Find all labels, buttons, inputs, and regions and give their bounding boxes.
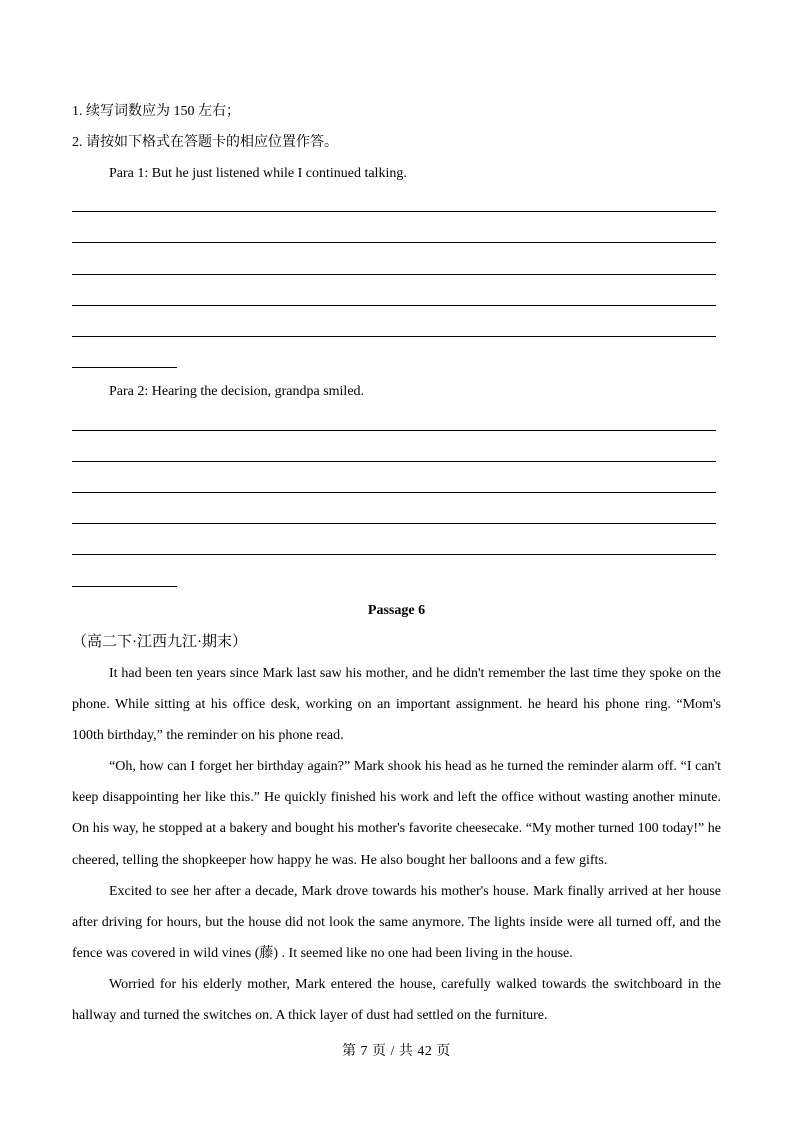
answer-line [72, 461, 716, 462]
para1-prompt: Para 1: But he just listened while I continued talking. [109, 166, 407, 181]
passage-title: Passage 6 [367, 603, 426, 618]
instruction-item-1: 1. 续写词数应为 150 左右； [72, 104, 240, 119]
answer-line-short [72, 367, 177, 368]
answer-line [72, 274, 716, 275]
passage-paragraph-4: Worried for his elderly mother, Mark entered the house, carefully walked towards the switchboard in the hallway and turned the switches on. A thick layer of dust had settled on the furniture. [72, 977, 721, 1024]
answer-line [72, 305, 716, 306]
answer-line [72, 554, 716, 555]
passage-paragraph-1: It had been ten years since Mark last saw his mother, and he didn't remember the last time they spoke on the phone. While sitting at his office desk, working on an important assignment. he heard his phone ring. “Mom's 100th birthday,” the reminder on his phone read. [72, 666, 721, 744]
answer-line [72, 242, 716, 243]
passage-paragraph-2: “Oh, how can I forget her birthday again?” Mark shook his head as he turned the reminder alarm off. “I can't keep disappointing her like this.” He quickly finished his work and left the office without wasting another minute. On his way, he stopped at a bakery and bought his mother's favorite cheesecake. “My mother turned 100 today!” he cheered, telling the shopkeeper how happy he was. He also bought her balloons and a few gifts. [72, 759, 721, 868]
page-footer: 第 7 页 / 共 42 页 [342, 1044, 451, 1059]
passage-source: （高二下·江西九江·期末） [72, 634, 247, 650]
para2-prompt: Para 2: Hearing the decision, grandpa smiled. [109, 384, 365, 399]
answer-line [72, 211, 716, 212]
passage-paragraph-3: Excited to see her after a decade, Mark drove towards his mother's house. Mark finally arrived at her house after driving for hours, but the house did not look the same anymore. The lights inside were all turned off, and the fence was covered in wild vines (藤) . It seemed like no one had been living in the house. [72, 884, 721, 962]
answer-line [72, 523, 716, 524]
answer-line [72, 430, 716, 431]
answer-line [72, 492, 716, 493]
answer-line [72, 336, 716, 337]
answer-line-short [72, 586, 177, 587]
instruction-item-2: 2. 请按如下格式在答题卡的相应位置作答。 [72, 135, 338, 150]
